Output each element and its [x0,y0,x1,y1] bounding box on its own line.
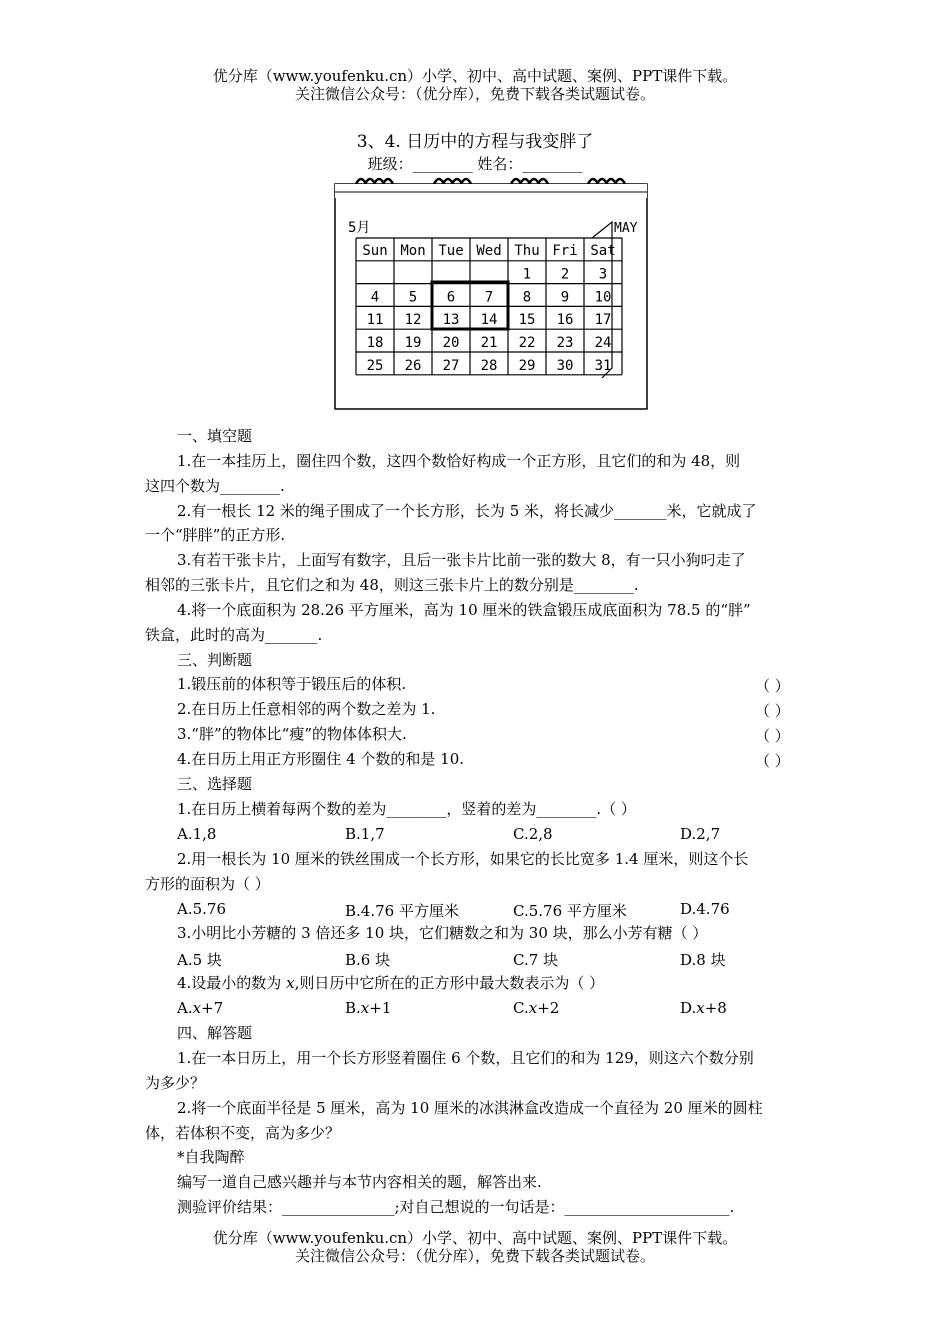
calendar-grid [356,238,622,375]
s3-q3-opt-c: C.7 块 [513,951,559,969]
calendar-date-cell: 9 [560,289,570,306]
calendar-date-cell: 7 [484,289,494,306]
s1-q3-line1: 3.有若干张卡片，上面写有数字，且后一张卡片比前一张的数大 8，有一只小狗叼走了 [177,551,746,569]
s4-q1-line1: 1.在一本日历上，用一个长方形竖着圈住 6 个数，且它们的和为 129，则这六个数分别 [177,1049,754,1067]
calendar-date-cell: 5 [408,289,418,306]
calendar-date-cell: 23 [556,335,574,351]
s3-q2-opt-d: D.4.76 [680,900,730,918]
calendar-date-cell: 24 [594,335,612,351]
calendar-date-cell: 21 [480,335,498,351]
s3-q4-opt-c: C.x+2 [513,999,560,1017]
s1-q1-line1: 1.在一本挂历上，圈住四个数，这四个数恰好构成一个正方形，且它们的和为 48，则 [177,452,741,470]
calendar-date-cell: 26 [404,357,422,374]
s1-q1-line2: 这四个数为________. [145,477,285,495]
header-line-1: 优分库（www.youfenku.cn）小学、初中、高中试题、案例、PPT课件下载。 [212,67,738,85]
calendar-date-cell: 27 [442,357,460,374]
s3-q4-pre: 4.设最小的数为 [177,974,287,992]
s3-q2-opt-a: A.5.76 [177,900,226,918]
s3-q4-var: x [286,974,295,992]
calendar-day-header: Mon [400,242,426,259]
calendar-date-cell: 29 [518,357,536,374]
calendar-date-cell: 8 [522,289,532,306]
s3-q4-opt-a: A.x+7 [177,999,224,1017]
s2-item-4: 4.在日历上用正方形圈住 4 个数的和是 10. [177,750,465,768]
footer-line-2: 关注微信公众号：（优分库），免费下载各类试题试卷。 [294,1247,655,1265]
s3-q2-line1: 2.用一根长为 10 厘米的铁丝围成一个长方形，如果它的长比宽多 1.4 厘米，则这个长 [177,850,749,868]
s1-q2-line2: 一个“胖胖”的正方形. [145,526,286,544]
class-name-line: 班级：________ 姓名：________ [367,155,583,173]
s3-q2-opt-b: B.4.76 平方厘米 [345,902,459,920]
s3-q4 [177,974,604,992]
calendar-month-en: MAY [614,221,638,236]
s2-answer-paren-1: （ ） [755,677,790,695]
s3-q1-opt-a: A.1,8 [177,825,217,843]
calendar-month-cn: 5月 [348,220,371,236]
calendar-date-cell: 14 [480,312,498,329]
s3-q1-opt-b: B.1,7 [345,825,385,843]
s4-q1-line2: 为多少？ [145,1074,206,1092]
calendar-date-cell: 10 [594,289,612,306]
s3-q3-opt-b: B.6 块 [345,951,391,969]
calendar-date-cell: 30 [556,357,574,374]
calendar-date-cell: 17 [594,312,612,329]
calendar-day-header: Sun [362,242,388,259]
calendar-date-cell: 6 [446,289,456,306]
s3-q2-line2: 方形的面积为（ ） [145,875,270,893]
section3-heading: 三、选择题 [177,775,253,793]
calendar-day-header: Tue [438,242,464,259]
s1-q4-line2: 铁盒，此时的高为_______. [145,626,323,644]
s3-q3: 3.小明比小芳糖的 3 倍还多 10 块，它们糖数之和为 30 块，那么小芳有糖（ ） [177,924,708,942]
calendar-day-header: Fri [552,242,578,259]
s3-q1-opt-c: C.2,8 [513,825,553,843]
s2-item-2: 2.在日历上任意相邻的两个数之差为 1. [177,700,436,718]
calendar-date-cell: 3 [598,266,608,283]
self-heading: *自我陶醉 [177,1148,245,1166]
calendar-date-cell: 1 [522,266,532,283]
calendar-day-header: Wed [476,242,502,259]
calendar-date-cell: 2 [560,266,570,283]
calendar-date-cell: 18 [366,335,384,351]
self-evaluation: 测验评价结果：_______________;对自己想说的一句话是：______________________. [177,1198,735,1216]
calendar-date-cell: 4 [370,289,380,306]
calendar-date-cell: 11 [366,312,384,329]
calendar-date-cell: 31 [594,357,612,374]
s1-q4-line1: 4.将一个底面积为 28.26 平方厘米，高为 10 厘米的铁盒锻压成底面积为 78.5 的“胖” [177,601,751,619]
calendar-date-cell: 20 [442,335,460,351]
s3-q1-opt-d: D.2,7 [680,825,721,843]
s2-item-1: 1.锻压前的体积等于锻压后的体积. [177,675,407,693]
section1-heading: 一、填空题 [177,427,253,445]
s1-q3-line2: 相邻的三张卡片，且它们之和为 48，则这三张卡片上的数分别是________. [145,576,639,594]
calendar-illustration [334,172,654,414]
s3-q3-opt-a: A.5 块 [177,951,222,969]
s2-answer-paren-4: （ ） [755,752,790,770]
calendar-date-cell: 12 [404,312,422,329]
s2-answer-paren-2: （ ） [755,702,790,720]
s4-q2-line2: 体，若体积不变，高为多少？ [145,1124,341,1142]
page-title: 3、4. 日历中的方程与我变胖了 [356,132,594,152]
calendar-date-cell: 22 [518,335,536,351]
s3-q4-post: ,则日历中它所在的正方形中最大数表示为（ ） [294,974,605,992]
calendar-day-header: Sat [590,242,616,259]
s3-q4-opt-b: B.x+1 [345,999,392,1017]
calendar-date-cell: 28 [480,357,498,374]
s3-q3-opt-d: D.8 块 [680,951,726,969]
self-text: 编写一道自己感兴趣并与本节内容相关的题，解答出来. [177,1173,542,1191]
calendar-date-cell: 15 [518,312,536,329]
section4-heading: 四、解答题 [177,1024,253,1042]
calendar-date-cell: 19 [404,335,422,351]
calendar-date-cell: 25 [366,357,384,374]
calendar-date-cell: 16 [556,312,574,329]
section2-heading: 三、判断题 [177,651,253,669]
footer-line-1: 优分库（www.youfenku.cn）小学、初中、高中试题、案例、PPT课件下载。 [212,1229,738,1247]
header-line-2: 关注微信公众号：（优分库），免费下载各类试题试卷。 [294,85,655,103]
s3-q1: 1.在日历上横着每两个数的差为________，竖着的差为________.（ ） [177,800,636,818]
s3-q2-opt-c: C.5.76 平方厘米 [513,902,627,920]
s2-item-3: 3.“胖”的物体比“瘦”的物体体积大. [177,725,407,743]
calendar-date-cell: 13 [442,312,460,329]
s2-answer-paren-3: （ ） [755,727,790,745]
calendar-day-header: Thu [514,242,540,259]
s1-q2-line1: 2.有一根长 12 米的绳子围成了一个长方形，长为 5 米，将长减少_______米，它就成了 [177,502,757,520]
s3-q4-opt-d: D.x+8 [680,999,727,1017]
s4-q2-line1: 2.将一个底面半径是 5 厘米，高为 10 厘米的冰淇淋盒改造成一个直径为 20 厘米的圆柱 [177,1099,763,1117]
